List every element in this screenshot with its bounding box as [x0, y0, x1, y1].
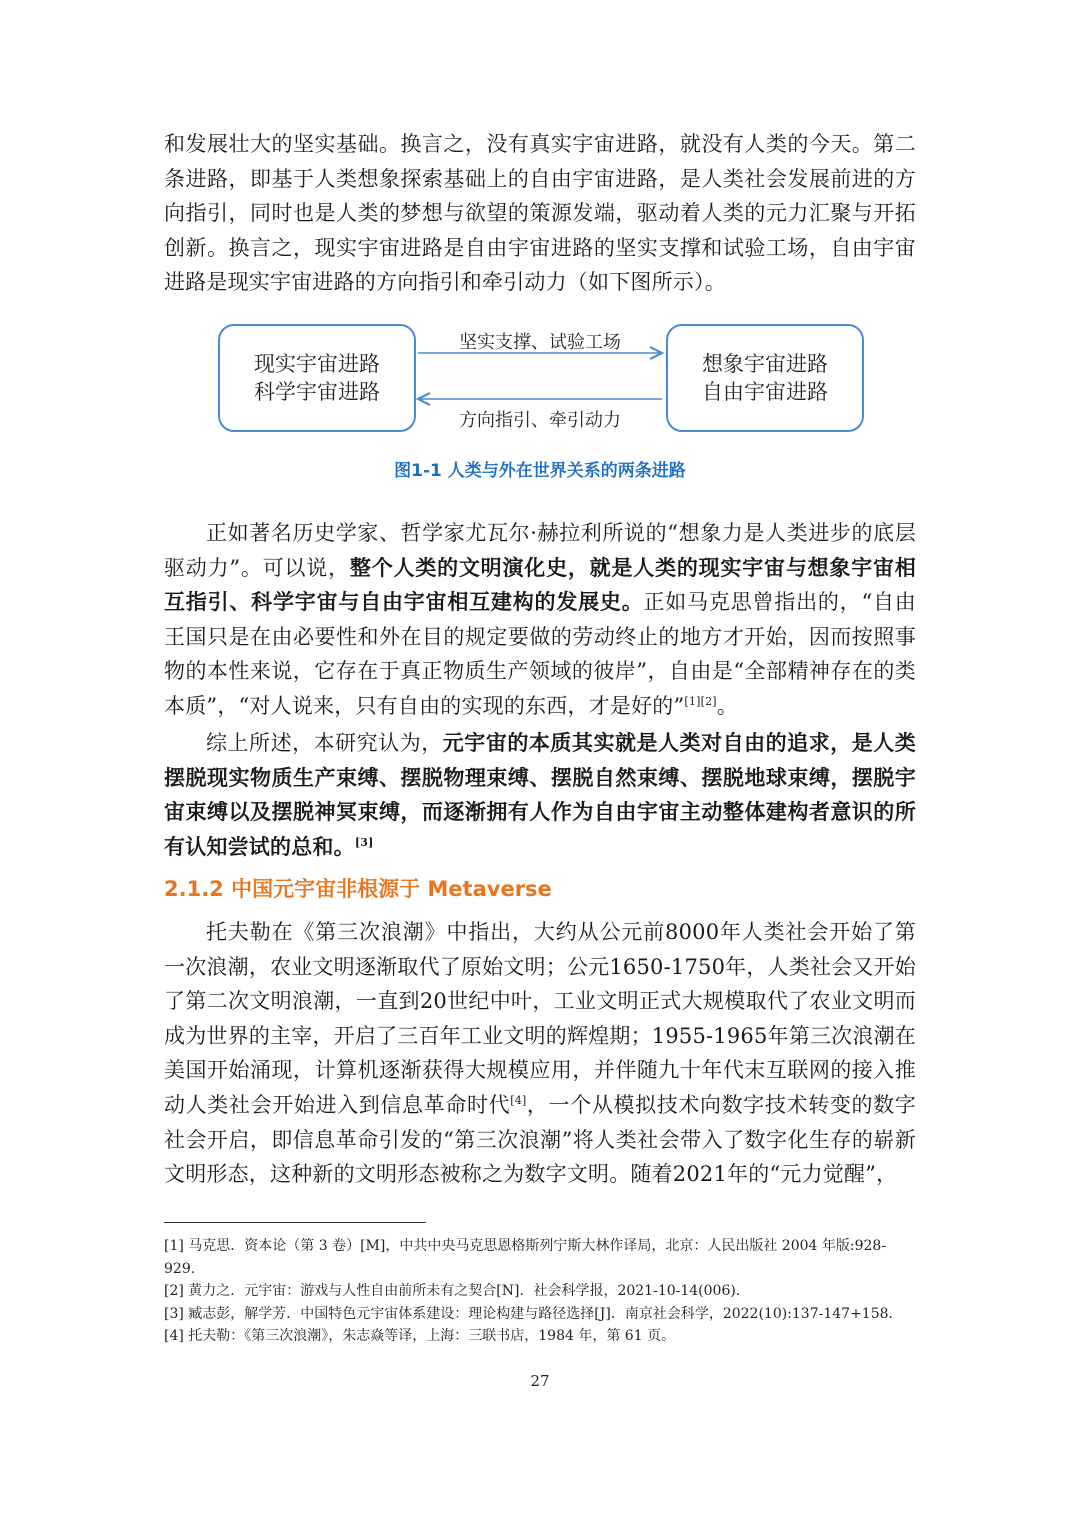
paragraph-4-part-a: 托夫勒在《第三次浪潮》中指出，大约从公元前8000年人类社会开始了第一次浪潮，农业文明逐渐取代了原始文明；公元1650-1750年，人类社会又开始了第二次文明浪潮，一直到20世纪中叶，工业文明正式大规模取代了农业文明而成为世界的主宰，开启了三百年工业文明的辉煌期；1955-1965年第三次浪潮在美国开始涌现，计算机逐渐获得大规模应用，并伴随九十年代末互联网的接入推动人类社会开始进入到信息革命时代	[164, 920, 916, 1117]
paragraph-3-bold: 元宇宙的本质其实就是人类对自由的追求，是人类摆脱现实物质生产束缚、摆脱物理束缚、摆脱自然束缚、摆脱地球束缚，摆脱宇宙束缚以及摆脱神冥束缚，而逐渐拥有人作为自由宇宙主动整体建构者意识的所有认知尝试的总和。	[164, 730, 916, 859]
page-number: 27	[530, 1372, 550, 1390]
paragraph-3-text	[164, 726, 916, 864]
footnote-2: [2] 黄力之．元宇宙：游戏与人性自由前所未有之契合[N]．社会科学报，2021-10-14(006)．	[164, 1283, 750, 1299]
paragraph-1	[164, 127, 916, 300]
paragraph-3	[164, 726, 916, 864]
left-box-line-1: 现实宇宙进路	[254, 352, 380, 376]
paragraph-4-text	[164, 915, 916, 1192]
figure-caption: 图1-1 人类与外在世界关系的两条进路	[394, 461, 686, 481]
footnotes	[164, 1235, 916, 1348]
top-arrow-label: 坚实支撑、试验工场	[459, 332, 621, 353]
footnote-4: [4] 托夫勒：《第三次浪潮》，朱志焱等译，上海：三联书店，1984 年，第 61 页。	[164, 1328, 676, 1344]
paragraph-3-part-a: 综上所述，本研究认为，	[206, 731, 443, 755]
right-box-line-1: 想象宇宙进路	[702, 352, 828, 376]
paragraph-4	[164, 915, 916, 1192]
paragraph-2-text	[164, 516, 916, 724]
paragraph-2-part-c: 正如马克思曾指出的，“自由王国只是在由必要性和外在目的规定要做的劳动终止的地方才开始，因而按照事物的本性来说，它存在于真正物质生产领域的彼岸”，自由是“全部精神存在的类本质”，“对人说来，只有自由的实现的东西，才是好的”	[164, 590, 916, 718]
footnote-divider	[164, 1222, 426, 1223]
section-heading: 2.1.2 中国元宇宙非根源于 Metaverse	[164, 877, 552, 901]
paragraph-2-end: 。	[716, 693, 738, 718]
footnote-ref-4[interactable]: [4]	[510, 1093, 527, 1107]
bottom-arrow-label: 方向指引、牵引动力	[459, 410, 621, 431]
two-paths-diagram	[218, 324, 864, 432]
reality-universe-box	[218, 324, 416, 432]
paragraph-2-bold: 整个人类的文明演化史，就是人类的现实宇宙与想象宇宙相互指引、科学宇宙与自由宇宙相互建构的发展史。	[164, 554, 916, 615]
left-box-line-2: 科学宇宙进路	[254, 380, 380, 404]
paragraph-2	[164, 516, 916, 724]
footnote-ref-1-2[interactable]: [1][2]	[684, 694, 717, 708]
paragraph-1-text: 和发展壮大的坚实基础。换言之，没有真实宇宙进路，就没有人类的今天。第二条进路，即基于人类想象探索基础上的自由宇宙进路，是人类社会发展前进的方向指引，同时也是人类的梦想与欲望的策源发端，驱动着人类的元力汇聚与开拓创新。换言之，现实宇宙进路是自由宇宙进路的坚实支撑和试验工场，自由宇宙进路是现实宇宙进路的方向指引和牵引动力（如下图所示）。	[164, 132, 916, 295]
paragraph-4-part-b: ，一个从模拟技术向数字技术转变的数字社会开启，即信息革命引发的“第三次浪潮”将人类社会带入了数字化生存的崭新文明形态，这种新的文明形态被称之为数字文明。随着2021年的“元力觉醒”，	[164, 1092, 916, 1187]
footnote-ref-3[interactable]: [3]	[354, 835, 374, 849]
right-box-line-2: 自由宇宙进路	[702, 380, 828, 404]
footnote-1: [1] 马克思．资本论（第 3 卷）[M]，中共中央马克思恩格斯列宁斯大林作译局，北京：人民出版社 2004 年版:928-929.	[164, 1238, 887, 1277]
footnote-3: [3] 臧志彭，解学芳．中国特色元宇宙体系建设：理论构建与路径选择[J]．南京社会科学，2022(10):137-147+158.	[164, 1305, 893, 1322]
imagination-universe-box	[666, 324, 864, 432]
paragraph-2-part-a: 正如著名历史学家、哲学家尤瓦尔·赫拉利所说的“想象力是人类进步的底层驱动力”。可以说，	[164, 521, 916, 580]
